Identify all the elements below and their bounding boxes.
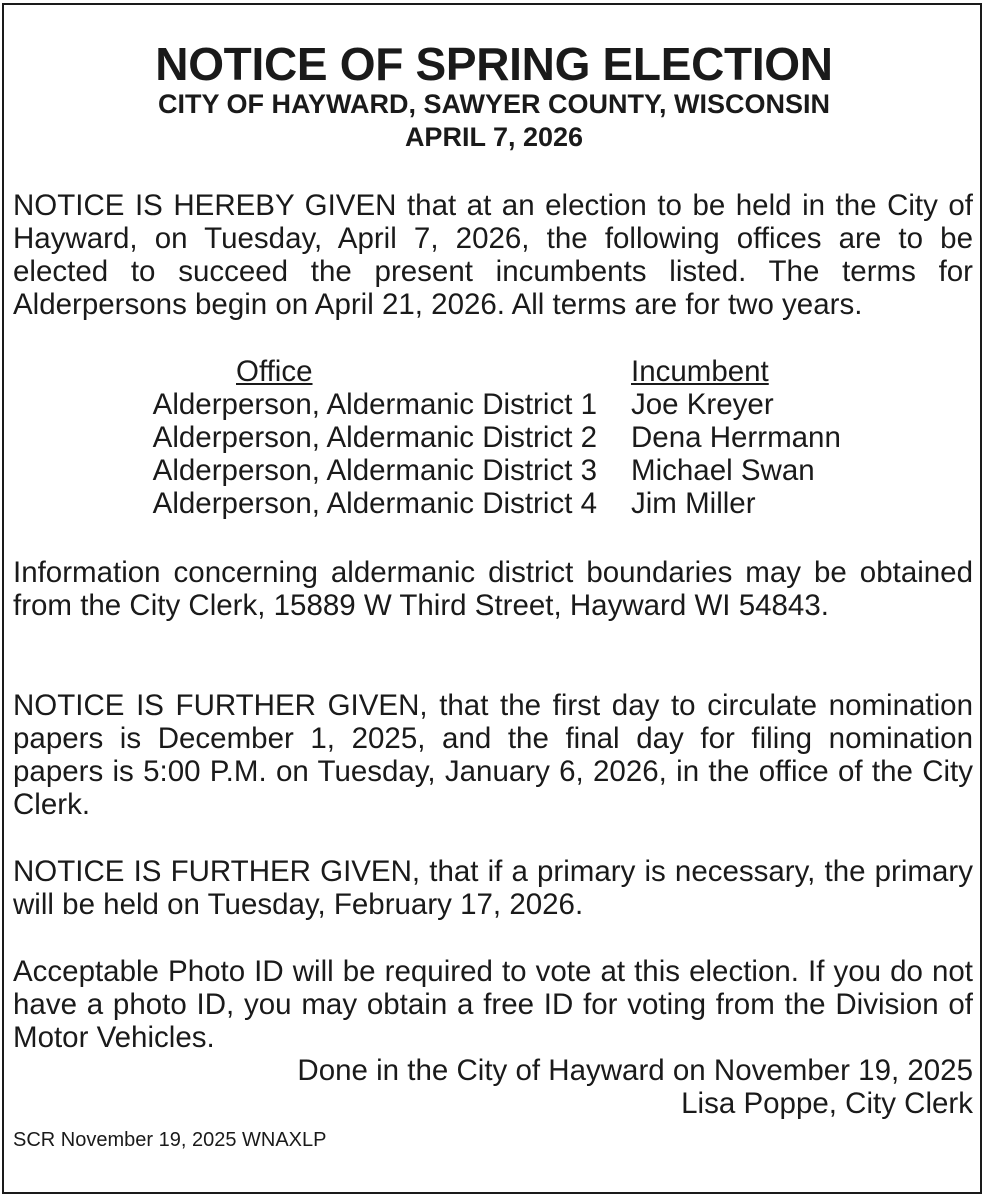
election-date: APRIL 7, 2026	[404, 122, 584, 152]
signature-date-line: Done in the City of Hayward on November 19, 2025	[297, 1054, 973, 1087]
office-cell: Alderperson, Aldermanic District 4	[152, 487, 597, 520]
office-cell: Alderperson, Aldermanic District 2	[152, 421, 597, 454]
notice-title: NOTICE OF SPRING ELECTION	[155, 38, 833, 90]
office-cell: Alderperson, Aldermanic District 1	[152, 388, 597, 421]
district-info-paragraph: Information concerning aldermanic district boundaries may be obtained from the City Clerk, 15889 W Third Street, Hayward WI 54843.	[13, 556, 973, 622]
nomination-paragraph: NOTICE IS FURTHER GIVEN, that the first day to circulate nomination papers is December 1, 2025, and the final day for filing nomination papers is 5:00 P.M. on Tuesday, January 6, 2026, in the office of the City Clerk.	[13, 689, 973, 821]
offices-table	[0, 355, 988, 520]
table-row	[0, 421, 988, 454]
office-cell: Alderperson, Aldermanic District 3	[152, 454, 597, 487]
publication-footer: SCR November 19, 2025 WNAXLP	[13, 1129, 327, 1151]
offices-table-header	[0, 355, 988, 388]
signature-clerk-line: Lisa Poppe, City Clerk	[681, 1087, 973, 1120]
office-column-header: Office	[236, 355, 313, 388]
photo-id-paragraph: Acceptable Photo ID will be required to vote at this election. If you do not have a photo ID, you may obtain a free ID for voting from the Division of Motor Vehicles.	[13, 955, 973, 1054]
table-row	[0, 388, 988, 421]
notice-subtitle: CITY OF HAYWARD, SAWYER COUNTY, WISCONSIN	[157, 89, 831, 119]
incumbent-cell: Dena Herrmann	[631, 421, 841, 454]
intro-paragraph: NOTICE IS HEREBY GIVEN that at an election to be held in the City of Hayward, on Tuesday, April 7, 2026, the following offices are to be elected to succeed the present incumbents listed. The terms for Alderpersons begin on April 21, 2026. All terms are for two years.	[13, 189, 973, 321]
incumbent-cell: Jim Miller	[631, 487, 756, 520]
table-row	[0, 454, 988, 487]
incumbent-column-header: Incumbent	[631, 355, 769, 388]
table-row	[0, 487, 988, 520]
incumbent-cell: Joe Kreyer	[631, 388, 774, 421]
incumbent-cell: Michael Swan	[631, 454, 815, 487]
primary-paragraph: NOTICE IS FURTHER GIVEN, that if a primary is necessary, the primary will be held on Tuesday, February 17, 2026.	[13, 855, 973, 921]
